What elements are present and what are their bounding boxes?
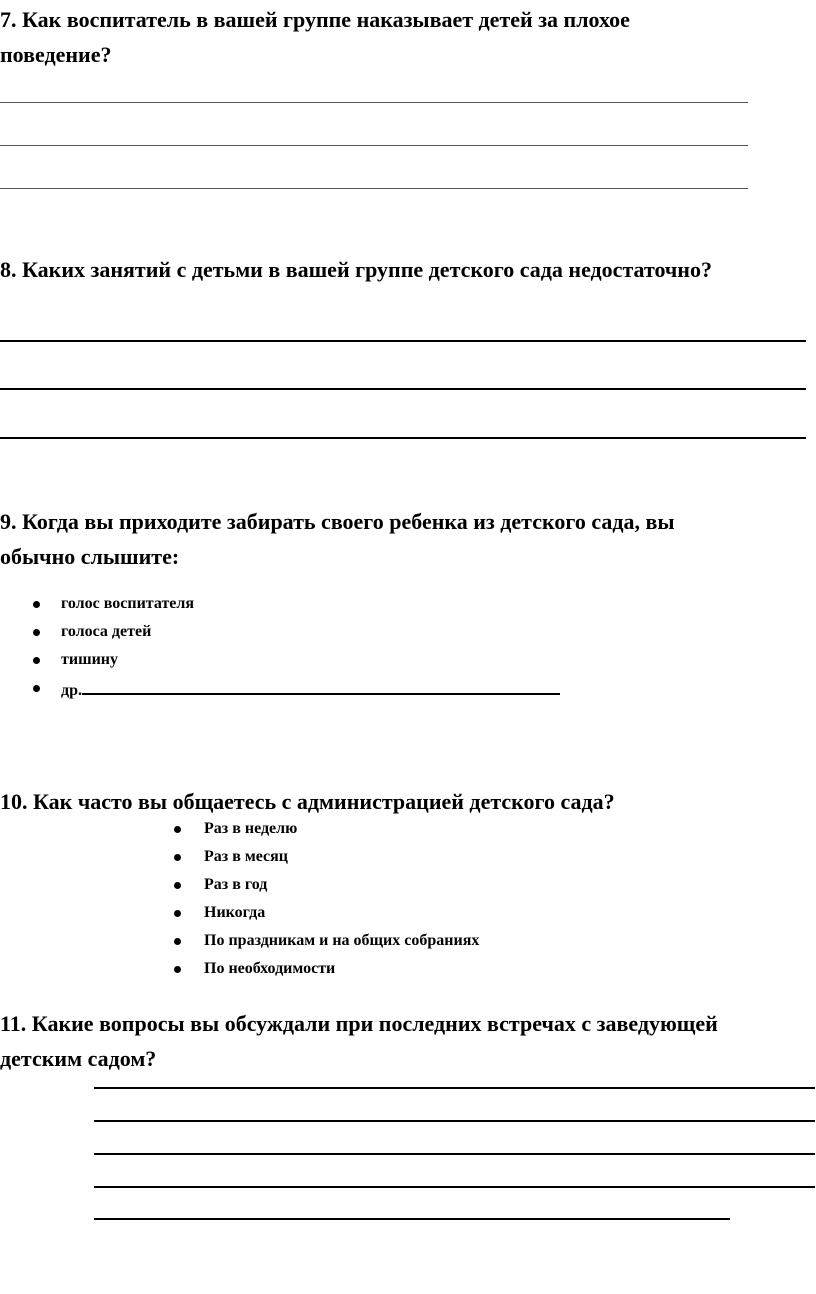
question-11-line-2: детским садом? bbox=[0, 1046, 157, 1071]
option-voice-teacher[interactable]: голос воспитателя bbox=[61, 595, 195, 612]
bullet-icon bbox=[174, 854, 181, 861]
bullet-icon bbox=[174, 882, 181, 889]
bullet-icon bbox=[174, 910, 181, 917]
question-7-line-2: поведение? bbox=[0, 42, 112, 67]
question-11-line-1: 11. Какие вопросы вы обсуждали при последних встречах с заведующей bbox=[0, 1011, 718, 1036]
bullet-icon bbox=[33, 601, 40, 608]
option-voices-children[interactable]: голоса детей bbox=[61, 623, 152, 640]
other-answer-line[interactable] bbox=[82, 678, 560, 695]
option-silence[interactable]: тишину bbox=[61, 651, 119, 668]
question-9-line-2: обычно слышите: bbox=[0, 544, 180, 569]
answer-line[interactable] bbox=[0, 188, 748, 189]
answer-line[interactable] bbox=[0, 145, 748, 146]
question-7-line-1: 7. Как воспитатель в вашей группе наказывает детей за плохое bbox=[0, 7, 630, 32]
answer-line[interactable] bbox=[94, 1153, 815, 1155]
option-other-label: др. bbox=[61, 682, 82, 699]
option-yearly[interactable]: Раз в год bbox=[204, 876, 268, 893]
option-as-needed[interactable]: По необходимости bbox=[204, 960, 336, 977]
answer-line[interactable] bbox=[0, 437, 806, 439]
question-10-text: 10. Как часто вы общаетесь с администрацией детского сада? bbox=[0, 789, 615, 814]
bullet-icon bbox=[174, 966, 181, 973]
option-never[interactable]: Никогда bbox=[204, 904, 266, 921]
bullet-icon bbox=[33, 629, 40, 636]
option-other[interactable] bbox=[61, 678, 560, 701]
answer-line[interactable] bbox=[94, 1186, 815, 1188]
bullet-icon bbox=[33, 685, 40, 692]
question-11 bbox=[0, 1006, 718, 1076]
answer-line[interactable] bbox=[94, 1087, 815, 1089]
answer-line[interactable] bbox=[94, 1120, 815, 1122]
answer-line[interactable] bbox=[0, 340, 806, 342]
answer-line[interactable] bbox=[0, 102, 748, 103]
question-9-line-1: 9. Когда вы приходите забирать своего ребенка из детского сада, вы bbox=[0, 509, 675, 534]
question-8 bbox=[0, 252, 712, 287]
bullet-icon bbox=[33, 657, 40, 664]
bullet-icon bbox=[174, 826, 181, 833]
answer-line[interactable] bbox=[0, 388, 806, 390]
option-weekly[interactable]: Раз в неделю bbox=[204, 820, 298, 837]
question-10 bbox=[0, 784, 615, 819]
question-7 bbox=[0, 2, 630, 72]
option-holidays-meetings[interactable]: По праздникам и на общих собраниях bbox=[204, 932, 480, 949]
answer-line[interactable] bbox=[94, 1218, 730, 1220]
question-8-text: 8. Каких занятий с детьми в вашей группе детского сада недостаточно? bbox=[0, 257, 712, 282]
option-monthly[interactable]: Раз в месяц bbox=[204, 848, 289, 865]
question-9 bbox=[0, 504, 675, 574]
bullet-icon bbox=[174, 938, 181, 945]
